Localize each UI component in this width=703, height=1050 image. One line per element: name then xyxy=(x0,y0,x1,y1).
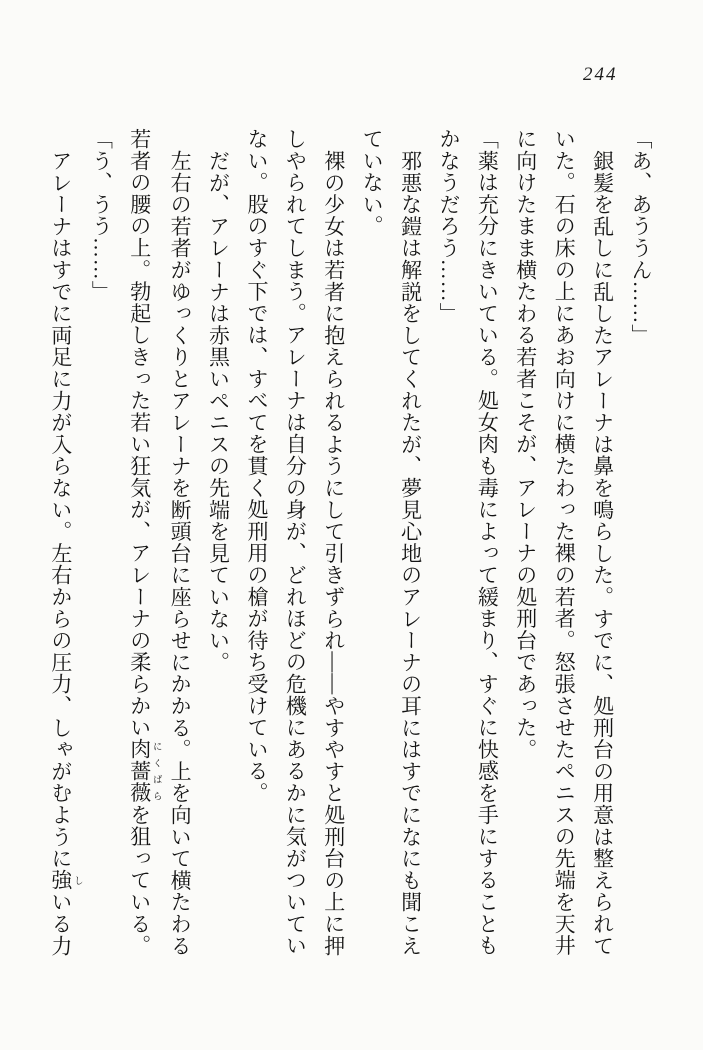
text-line: いた。石の床の上にあお向けに横たわった裸の若者。怒張させたペニスの先端を天井 xyxy=(552,128,577,957)
text-line: かなうだろう……」 xyxy=(436,128,461,325)
text-line: 「薬は充分にきいている。処女肉も毒によって緩まり、すぐに快感を手にすることも xyxy=(475,128,500,957)
text-line: ていない。 xyxy=(360,128,385,237)
text-line: 「う、うう……」 xyxy=(89,128,114,303)
text-line: ない。股のすぐ下では、すべてを貫く処刑用の槍が待ち受けている。 xyxy=(244,128,269,804)
text-line: アレーナはすでに両足に力が入らない。左右からの圧力、しゃがむように強 しいる力 xyxy=(48,150,82,957)
page-number: 244 xyxy=(583,64,618,85)
text-block xyxy=(42,128,661,968)
text-line: 邪悪な鎧は解説をしてくれたが、夢見心地のアレーナの耳にはすでになにも聞こえ xyxy=(398,150,423,957)
text-line: 左右の若者がゆっくりとアレーナを断頭台に座らせにかかる。上を向いて横たわる xyxy=(168,150,193,957)
text-line: 裸の少女は若者に抱えられるようにして引きずられ――やすやすと処刑台の上に押 xyxy=(321,150,346,957)
text-line: だが、アレーナは赤黒いペニスの先端を見ていない。 xyxy=(206,150,231,674)
text-line: 「あ、あううん……」 xyxy=(629,128,653,346)
text-line: 銀髪を乱しに乱したアレーナは鼻を鳴らした。すでに、処刑台の用意は整えられて xyxy=(590,150,615,957)
text-line: に向けたまま横たわる若者こそが、アレーナの処刑台であった。 xyxy=(513,128,538,761)
text-line: 若者の腰の上。勃起しきった若い狂気が、アレーナの柔らかい肉薔薇 にくばらを狙っている。 xyxy=(127,128,161,957)
text-line: しやられてしまう。アレーナは自分の身が、どれほどの危機にあるかに気がついてい xyxy=(283,128,308,957)
